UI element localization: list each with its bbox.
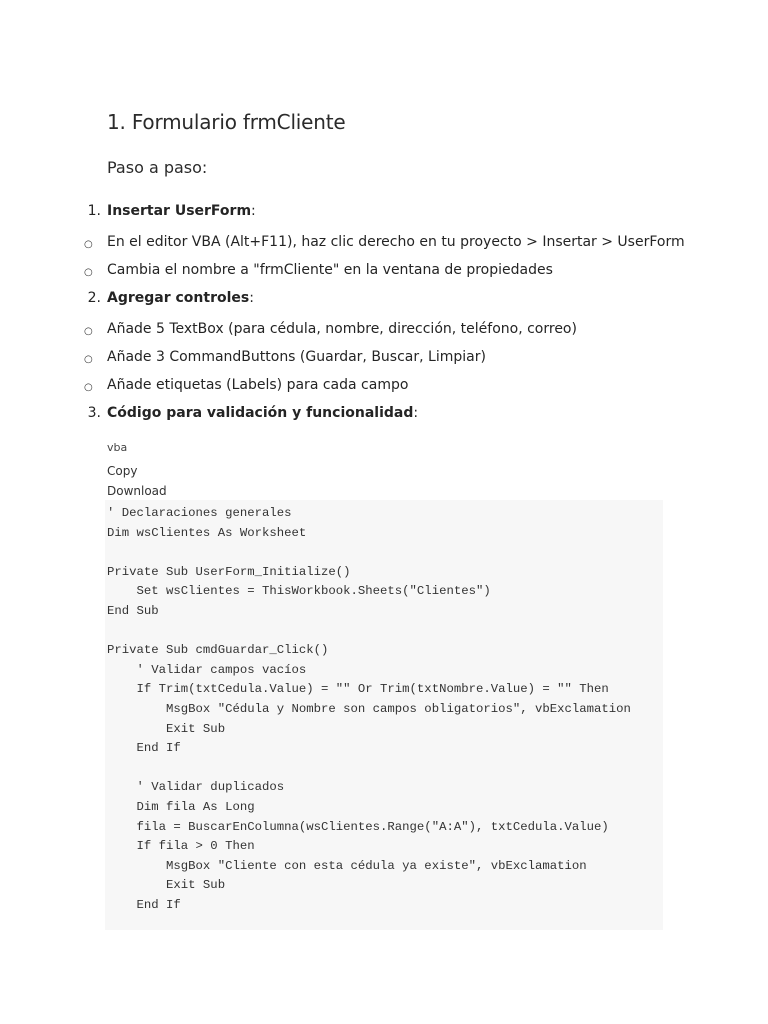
bullet-icon: ○ xyxy=(84,326,93,337)
section-subtitle: Paso a paso: xyxy=(107,158,208,177)
step-label: Código para validación y funcionalidad xyxy=(107,405,414,421)
step-label: Insertar UserForm xyxy=(107,203,252,219)
bullet-icon: ○ xyxy=(84,354,93,365)
step-number: 1. xyxy=(87,203,101,219)
code-language-label: vba xyxy=(107,441,128,454)
bullet-icon: ○ xyxy=(84,239,93,250)
step-number: 2. xyxy=(87,290,101,306)
bullet-icon: ○ xyxy=(84,267,93,278)
download-button[interactable]: Download xyxy=(107,484,167,498)
step-label: Agregar controles xyxy=(107,290,250,306)
copy-button[interactable]: Copy xyxy=(107,464,138,478)
step-number: 3. xyxy=(87,405,101,421)
bullet-icon: ○ xyxy=(84,382,93,393)
code-content[interactable]: ' Declaraciones generales Dim wsClientes As Worksheet Private Sub UserForm_Initialize() Set wsClientes = ThisWorkbook.Sheets("Clientes") End Sub Private Sub cmdGuardar_Click() ' Validar campos vacíos If Trim(txtCedula.Value) = "" Or Trim(txtNombre.Value) = "" Then MsgBox "Cédula y Nombre son campos obligatorios", vbExclamation Exit Sub End If ' Validar duplicados Dim fila As Long fila = BuscarEnColumna(wsClientes.Range("A:A"), txtCedula.Value) If fila > 0 Then MsgBox "Cliente con esta cédula ya existe", vbExclamation Exit Sub End If xyxy=(107,506,631,912)
code-block[interactable] xyxy=(105,500,663,930)
section-title: 1. Formulario frmCliente xyxy=(107,110,346,134)
